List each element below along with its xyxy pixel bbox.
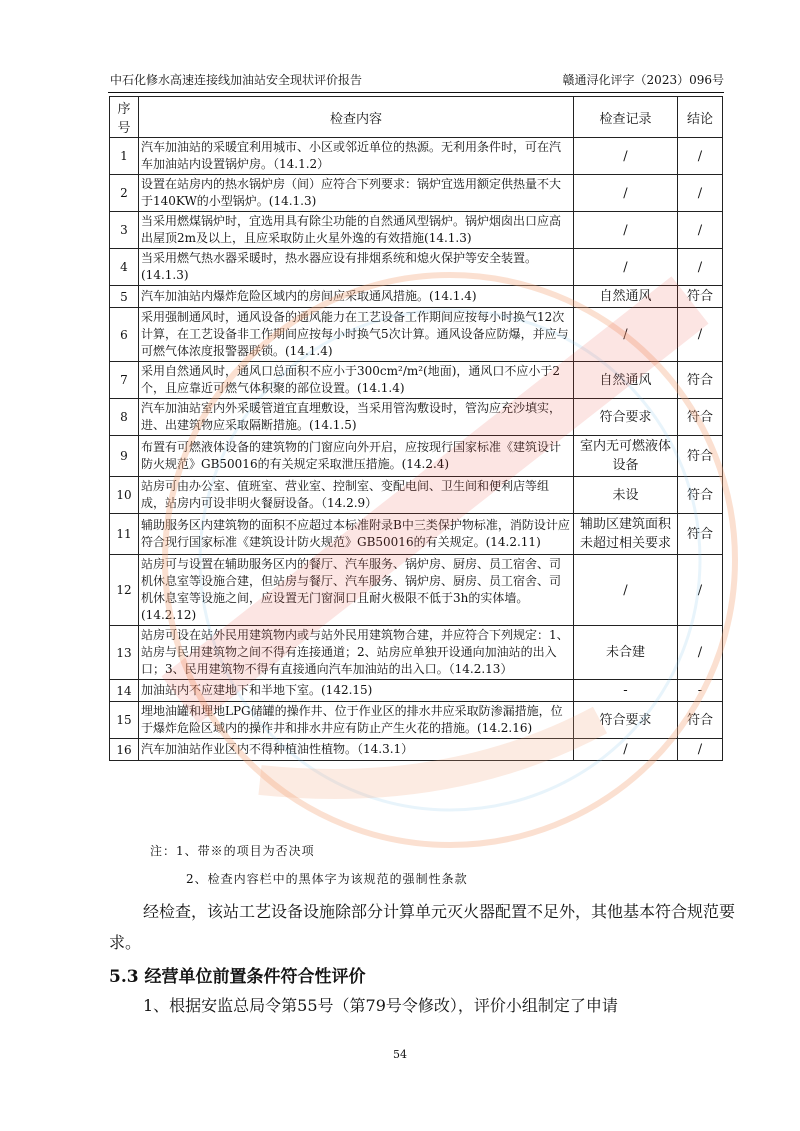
row-number: 13 — [110, 626, 139, 680]
row-content: 采用强制通风时，通风设备的通风能力在工艺设备工作期间应按每小时换气12次计算，在工艺设备非工作期间应按每小时换气5次计算。通风设备应防爆，并应与可燃气体浓度报警器联锁。(14.1.4) — [139, 308, 574, 362]
page-number: 54 — [393, 1048, 407, 1061]
table-row — [110, 739, 723, 761]
row-number: 14 — [110, 680, 139, 702]
row-record: / — [574, 249, 678, 286]
row-conclusion: / — [678, 555, 723, 626]
row-content: 埋地油罐和埋地LPG储罐的操作井、位于作业区的排水井应采取防渗漏措施，位于爆炸危险区域内的操作井和排水井应有防止产生火花的措施。(14.2.16) — [139, 702, 574, 739]
row-number: 16 — [110, 739, 139, 761]
row-content: 加油站内不应建地下和半地下室。(142.15) — [139, 680, 574, 702]
row-number: 15 — [110, 702, 139, 739]
row-record: 自然通风 — [574, 362, 678, 399]
row-conclusion: / — [678, 739, 723, 761]
row-record: / — [574, 175, 678, 212]
row-content: 站房可与设置在辅助服务区内的餐厅、汽车服务、锅炉房、厨房、员工宿舍、司机休息室等设施合建，但站房与餐厅、汽车服务、锅炉房、厨房、员工宿舍、司机休息室等设施之间，应设置无门窗洞口且耐火极限不低于3h的实体墙。(14.2.12) — [139, 555, 574, 626]
row-record: / — [574, 138, 678, 175]
row-conclusion: / — [678, 138, 723, 175]
page-header — [108, 70, 724, 93]
table-row — [110, 362, 723, 399]
header-no: 序号 — [110, 97, 139, 138]
row-record: 自然通风 — [574, 286, 678, 308]
row-conclusion: / — [678, 308, 723, 362]
next-paragraph: 1、根据安监总局令第55号（第79号令修改），评价小组制定了申请 — [143, 996, 618, 1015]
row-content: 汽车加油站内爆炸危险区域内的房间应采取通风措施。(14.1.4) — [139, 286, 574, 308]
row-number: 10 — [110, 477, 139, 514]
row-record: - — [574, 680, 678, 702]
note-2: 2、检查内容栏中的黑体字为该规范的强制性条款 — [186, 872, 468, 886]
table-row — [110, 286, 723, 308]
header-content: 检查内容 — [139, 97, 574, 138]
table-row — [110, 436, 723, 477]
table-row — [110, 175, 723, 212]
inspection-table — [109, 96, 723, 761]
table-row — [110, 138, 723, 175]
table-row — [110, 514, 723, 555]
row-conclusion: 符合 — [678, 436, 723, 477]
table-row — [110, 308, 723, 362]
row-number: 12 — [110, 555, 139, 626]
row-conclusion: / — [678, 626, 723, 680]
note-1: 注：1、带※的项目为否决项 — [150, 844, 315, 858]
row-conclusion: 符合 — [678, 477, 723, 514]
row-conclusion: 符合 — [678, 362, 723, 399]
row-content: 汽车加油站的采暖宜利用城市、小区或邻近单位的热源。无利用条件时，可在汽车加油站内设置锅炉房。（14.1.2） — [139, 138, 574, 175]
row-content: 设置在站房内的热水锅炉房（间）应符合下列要求：锅炉宜选用额定供热量不大于140KW的小型锅炉。(14.1.3) — [139, 175, 574, 212]
row-record: / — [574, 308, 678, 362]
row-content: 当采用燃气热水器采暖时，热水器应设有排烟系统和熄火保护等安全装置。(14.1.3) — [139, 249, 574, 286]
row-conclusion: / — [678, 212, 723, 249]
row-record: / — [574, 739, 678, 761]
row-record: 符合要求 — [574, 702, 678, 739]
table-body — [110, 138, 723, 761]
row-content: 站房可设在站外民用建筑物内或与站外民用建筑物合建，并应符合下列规定：1、站房与民用建筑物之间不得有连接通道；2、站房应单独开设通向加油站的出入口；3、民用建筑物不得有直接通向汽车加油站的出入口。（14.2.13） — [139, 626, 574, 680]
row-record: / — [574, 212, 678, 249]
report-title: 中石化修水高速连接线加油站安全现状评价报告 — [110, 73, 363, 87]
row-conclusion: / — [678, 175, 723, 212]
row-record: 未设 — [574, 477, 678, 514]
row-content: 采用自然通风时，通风口总面积不应小于300cm²/m²(地面)，通风口不应小于2个，且应靠近可燃气体积聚的部位设置。(14.1.4) — [139, 362, 574, 399]
row-content: 汽车加油站室内外采暖管道宜直埋敷设，当采用管沟敷设时，管沟应充沙填实，进、出建筑物应采取隔断措施。(14.1.5) — [139, 399, 574, 436]
row-record: 符合要求 — [574, 399, 678, 436]
row-number: 9 — [110, 436, 139, 477]
table-row — [110, 249, 723, 286]
row-number: 4 — [110, 249, 139, 286]
row-number: 5 — [110, 286, 139, 308]
header-conclusion: 结论 — [678, 97, 723, 138]
row-record: / — [574, 555, 678, 626]
row-content: 辅助服务区内建筑物的面积不应超过本标准附录B中三类保护物标准，消防设计应符合现行国家标准《建筑设计防火规范》GB50016的有关规定。(14.2.11) — [139, 514, 574, 555]
document-number: 赣通浔化评字（2023）096号 — [562, 73, 724, 87]
row-number: 3 — [110, 212, 139, 249]
row-record: 室内无可燃液体设备 — [574, 436, 678, 477]
table-row — [110, 399, 723, 436]
row-content: 布置有可燃液体设备的建筑物的门窗应向外开启，应按现行国家标准《建筑设计防火规范》GB50016的有关规定采取泄压措施。(14.2.4) — [139, 436, 574, 477]
table-row — [110, 680, 723, 702]
row-conclusion: 符合 — [678, 514, 723, 555]
row-conclusion: 符合 — [678, 399, 723, 436]
row-content: 当采用燃煤锅炉时，宜选用具有除尘功能的自然通风型锅炉。锅炉烟囱出口应高出屋顶2m及以上，且应采取防止火星外逸的有效措施(14.1.3) — [139, 212, 574, 249]
row-conclusion: 符合 — [678, 702, 723, 739]
row-conclusion: 符合 — [678, 286, 723, 308]
table-row — [110, 555, 723, 626]
table-row — [110, 477, 723, 514]
row-content: 汽车加油站作业区内不得种植油性植物。（14.3.1） — [139, 739, 574, 761]
row-number: 2 — [110, 175, 139, 212]
row-record: 未合建 — [574, 626, 678, 680]
table-row — [110, 626, 723, 680]
section-heading: 5.3 经营单位前置条件符合性评价 — [109, 967, 366, 987]
row-number: 11 — [110, 514, 139, 555]
row-record: 辅助区建筑面积未超过相关要求 — [574, 514, 678, 555]
row-conclusion: - — [678, 680, 723, 702]
row-conclusion: / — [678, 249, 723, 286]
table-header-row — [110, 97, 723, 138]
row-content: 站房可由办公室、值班室、营业室、控制室、变配电间、卫生间和便利店等组成，站房内可设非明火餐厨设备。（14.2.9） — [139, 477, 574, 514]
table-row — [110, 212, 723, 249]
conclusion-paragraph: 经检查，该站工艺设备设施除部分计算单元灭火器配置不足外，其他基本符合规范要求。 — [109, 902, 736, 952]
row-number: 6 — [110, 308, 139, 362]
row-number: 7 — [110, 362, 139, 399]
header-record: 检查记录 — [574, 97, 678, 138]
table-row — [110, 702, 723, 739]
row-number: 1 — [110, 138, 139, 175]
row-number: 8 — [110, 399, 139, 436]
